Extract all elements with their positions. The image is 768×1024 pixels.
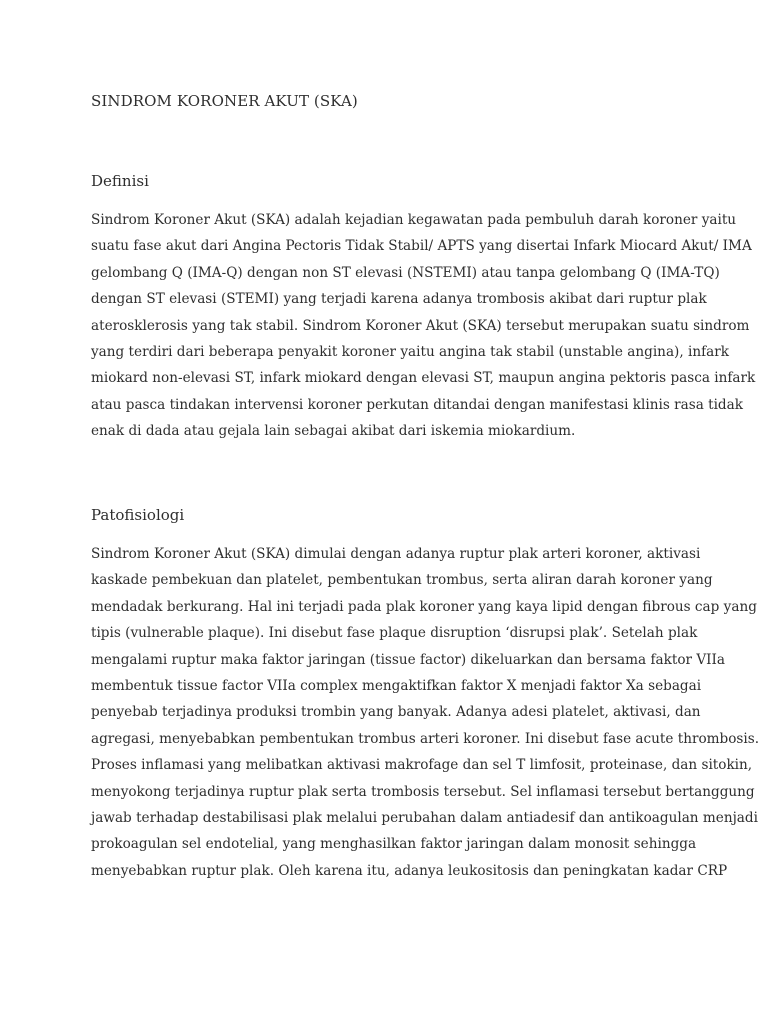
- paragraph-line: atau pasca tindakan intervensi koroner perkutan ditandai dengan manifestasi klinis rasa tidak: [91, 396, 743, 413]
- paragraph-line: yang terdiri dari beberapa penyakit koroner yaitu angina tak stabil (unstable angina), infark: [91, 343, 729, 360]
- paragraph-line: miokard non-elevasi ST, infark miokard dengan elevasi ST, maupun angina pektoris pasca infark: [91, 370, 756, 387]
- paragraph-line: mengalami ruptur maka faktor jaringan (tissue factor) dikeluarkan dan bersama faktor VIIa: [91, 651, 725, 668]
- section-paragraph-definisi: [91, 207, 756, 445]
- paragraph-line: kaskade pembekuan dan platelet, pembentukan trombus, serta aliran darah koroner yang: [91, 572, 713, 589]
- paragraph-line: jawab terhadap destabilisasi plak melalui perubahan dalam antiadesif dan antikoagulan menjadi: [91, 809, 758, 826]
- paragraph-line: agregasi, menyebabkan pembentukan trombus arteri koroner. Ini disebut fase acute thrombosis.: [91, 730, 760, 747]
- paragraph-line: mendadak berkurang. Hal ini terjadi pada plak koroner yang kaya lipid dengan fibrous cap yang: [91, 598, 757, 615]
- paragraph-line: Sindrom Koroner Akut (SKA) dimulai dengan adanya ruptur plak arteri koroner, aktivasi: [91, 546, 701, 562]
- paragraph-line: dengan ST elevasi (STEMI) yang terjadi karena adanya trombosis akibat dari ruptur plak: [91, 291, 707, 308]
- paragraph-line: Proses inflamasi yang melibatkan aktivasi makrofage dan sel T limfosit, proteinase, dan sitokin,: [91, 757, 753, 774]
- paragraph-line: prokoagulan sel endotelial, yang menghasilkan faktor jaringan dalam monosit sehingga: [91, 836, 697, 853]
- paragraph-line: menyokong terjadinya ruptur plak serta trombosis tersebut. Sel inflamasi tersebut bertanggung: [91, 783, 755, 800]
- paragraph-line: gelombang Q (IMA-Q) dengan non ST elevasi (NSTEMI) atau tanpa gelombang Q (IMA-TQ): [91, 264, 720, 281]
- section-paragraph-patofisiologi: [91, 541, 760, 884]
- paragraph-line: enak di dada atau gejala lain sebagai akibat dari iskemia miokardium.: [91, 423, 576, 440]
- document-title: SINDROM KORONER AKUT (SKA): [91, 92, 358, 110]
- paragraph-line: aterosklerosis yang tak stabil. Sindrom Koroner Akut (SKA) tersebut merupakan suatu sindrom: [91, 317, 750, 334]
- paragraph-line: menyebabkan ruptur plak. Oleh karena itu, adanya leukositosis dan peningkatan kadar CRP: [91, 862, 728, 879]
- paragraph-line: membentuk tissue factor VIIa complex mengaktifkan faktor X menjadi faktor Xa sebagai: [91, 677, 702, 694]
- section-heading-patofisiologi: Patofisiologi: [91, 506, 185, 524]
- paragraph-line: suatu fase akut dari Angina Pectoris Tidak Stabil/ APTS yang disertai Infark Miocard Akut/ IMA: [91, 238, 752, 255]
- section-heading-definisi: Definisi: [91, 172, 149, 190]
- paragraph-line: tipis (vulnerable plaque). Ini disebut fase plaque disruption ‘disrupsi plak’. Setelah plak: [91, 625, 698, 642]
- paragraph-line: penyebab terjadinya produksi trombin yang banyak. Adanya adesi platelet, aktivasi, dan: [91, 704, 701, 721]
- paragraph-line: Sindrom Koroner Akut (SKA) adalah kejadian kegawatan pada pembuluh darah koroner yaitu: [91, 212, 737, 228]
